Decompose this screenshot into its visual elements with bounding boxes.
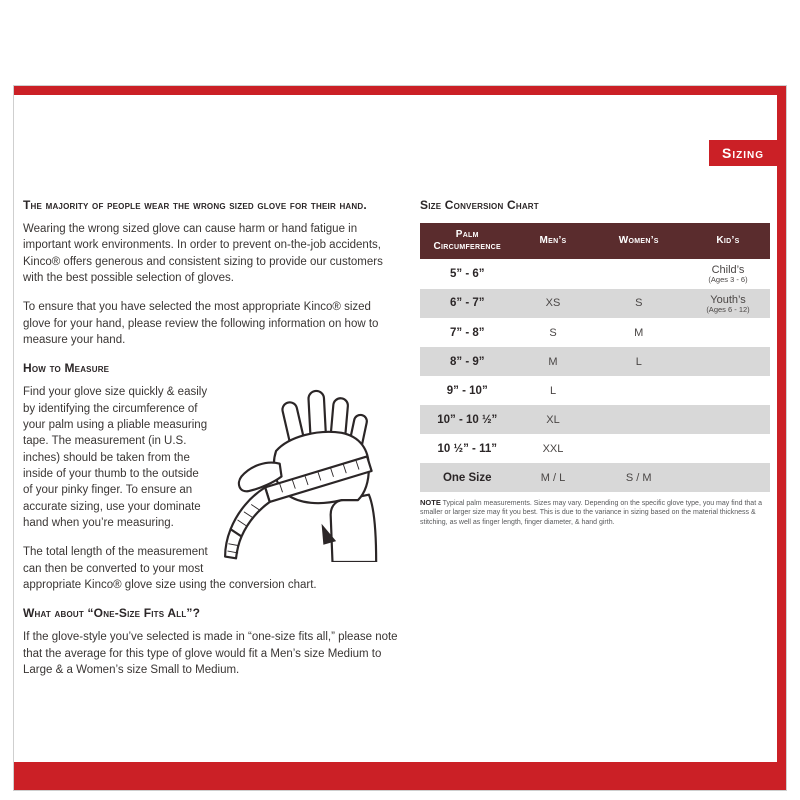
sizing-section-tab [709, 140, 777, 166]
table-row [420, 405, 770, 434]
womens-cell: S [635, 297, 643, 310]
right-red-border-bar [777, 95, 786, 762]
note-text: Typical palm measurements. Sizes may vary. Depending on the specific glove type, you may find that a smaller or larger size may fit you best. This is due to the variance in sizing based on the material thickness & stitching, as well as finger length, finger diameter, & hand girth. [420, 500, 762, 526]
hand-measurement-illustration [216, 384, 398, 562]
catalog-page [13, 85, 787, 791]
how-to-measure-section [23, 384, 398, 606]
table-row [420, 434, 770, 463]
column-header-kids: Kid’s [686, 223, 770, 259]
table-header-row [420, 223, 770, 259]
womens-cell: S / M [625, 471, 652, 484]
column-header-palm: Palm Circumference [420, 223, 515, 259]
heading-size-conversion-chart: Size Conversion Chart [420, 198, 539, 212]
womens-cell: M [634, 326, 644, 339]
table-row-one-size [420, 463, 770, 492]
kids-cell [686, 318, 770, 347]
kids-cell [686, 347, 770, 376]
paragraph-measure-1: Find your glove size quickly & easily by identifying the circumference of your palm using a pliable measuring tape. The measurement (in U.S. inches) should be taken from the inside of your thumb to the outside of your pinky finger. To ensure an accurate sizing, use your dominate hand when you’re measuring. [23, 386, 208, 529]
column-header-womens: Women’s [592, 223, 687, 259]
mens-cell: M [548, 355, 558, 368]
intro-text-column [23, 198, 398, 691]
sizing-tab-label: Sizing [721, 145, 764, 161]
table-row [420, 347, 770, 376]
paragraph-wrong-size-1: Wearing the wrong sized glove can cause harm or hand fatigue in important work environments. In order to prevent on-the-job accidents, Kinco® offers generous and consistent sizing to provide our customers with the best possible selection of gloves. [23, 223, 383, 284]
table-row [420, 376, 770, 405]
palm-cell: 9” - 10” [446, 384, 488, 397]
kids-cell [686, 405, 770, 434]
mens-cell: M / L [540, 471, 566, 484]
kids-cell [686, 376, 770, 405]
palm-cell: 10” - 10 ½” [437, 413, 498, 426]
womens-cell [592, 405, 687, 434]
palm-cell: 7” - 8” [449, 326, 485, 339]
page-content [23, 198, 770, 691]
palm-cell: One Size [442, 471, 492, 484]
womens-cell [592, 434, 687, 463]
heading-how-to-measure: How to Measure [23, 361, 110, 376]
column-header-mens: Men’s [515, 223, 592, 259]
size-conversion-table [420, 223, 770, 492]
palm-cell: 6” - 7” [449, 297, 485, 310]
palm-cell: 8” - 9” [449, 355, 485, 368]
womens-cell [592, 259, 687, 289]
heading-one-size: What about “One-Size Fits All”? [23, 606, 201, 621]
paragraph-wrong-size-2: To ensure that you have selected the most appropriate Kinco® sized glove for your hand, please review the following information on how to measure your hand. [23, 301, 379, 346]
table-row [420, 318, 770, 347]
mens-cell: S [549, 326, 557, 339]
womens-cell [592, 376, 687, 405]
note-label: NOTE [420, 498, 441, 507]
womens-cell: L [635, 355, 642, 368]
kids-cell [686, 463, 770, 492]
mens-cell: XL [546, 413, 560, 426]
kids-cell: Child’s (Ages 3 - 6) [708, 264, 748, 284]
mens-cell: XS [545, 297, 561, 310]
kids-cell: Youth’s (Ages 6 - 12) [706, 293, 750, 314]
size-chart-note [420, 498, 770, 527]
table-row [420, 289, 770, 319]
heading-wrong-size: The majority of people wear the wrong sized glove for their hand. [23, 198, 367, 212]
table-row [420, 259, 770, 289]
mens-cell: XXL [542, 442, 564, 455]
mens-cell: L [549, 384, 557, 397]
palm-cell: 10 ½” - 11” [437, 442, 497, 455]
paragraph-measure-2: The total length of the measurement can then be converted to your most appropriate Kinco® glove size using the conversion chart. [23, 546, 317, 591]
top-red-border-bar [14, 86, 786, 95]
bottom-red-border-bar [14, 762, 786, 790]
paragraph-one-size: If the glove-style you’ve selected is made in “one-size fits all,” please note that the average for this type of glove would fit a Men’s size Medium to Large & a Women’s size Small to Medium. [23, 631, 398, 676]
mens-cell [515, 259, 592, 289]
kids-cell [686, 434, 770, 463]
palm-cell: 5” - 6” [449, 267, 485, 280]
size-chart-column [420, 198, 770, 691]
